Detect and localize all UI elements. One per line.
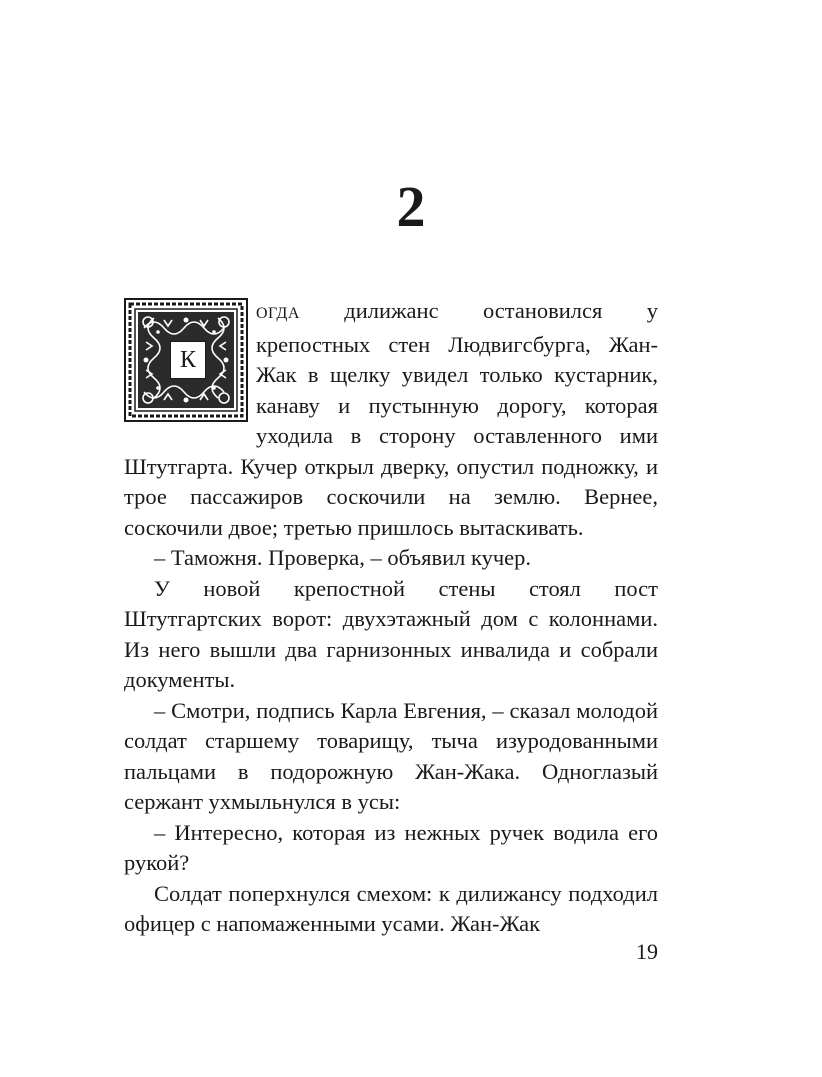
paragraph: Солдат поперхнулся смехом: к дилижансу подходил офицер с напомаженными усами. Жан-Жак — [124, 880, 658, 936]
paragraph: – Таможня. Проверка, – объявил кучер. — [154, 545, 532, 570]
body-text — [124, 296, 658, 940]
paragraph: – Смотри, подпись Карла Евгения, – сказал молодой солдат старшему товарищу, тыча изуродованными пальцами в подорожную Жан-Жака. Одноглазый сержант ухмыльнулся в усы: — [124, 697, 658, 814]
drop-cap-letter: К — [170, 341, 206, 379]
drop-cap — [124, 298, 248, 422]
paragraph-opening-smallcaps: ОГДА — [256, 305, 300, 322]
page-number: 19 — [636, 939, 658, 964]
paragraph: У новой крепостной стены стоял пост Штутгартских ворот: двухэтажный дом с колоннами. Из него вышли два гарнизонных инвалида и собрали документы. — [124, 575, 658, 692]
chapter-number: 2 — [396, 174, 426, 239]
paragraph-text: дилижанс остановился у крепостных стен Людвигсбурга, Жан-Жак в щелку увидел только кустарник, канаву и пустынную дорогу, которая уходила в сторону оставленного ими Штутгарта. Кучер открыл дверку, опустил подножку, и трое пассажиров соскочили на землю. Вернее, соскочили двое; третью пришлось вытаскивать. — [124, 298, 658, 540]
paragraph: – Интересно, которая из нежных ручек водила его рукой? — [124, 819, 658, 875]
